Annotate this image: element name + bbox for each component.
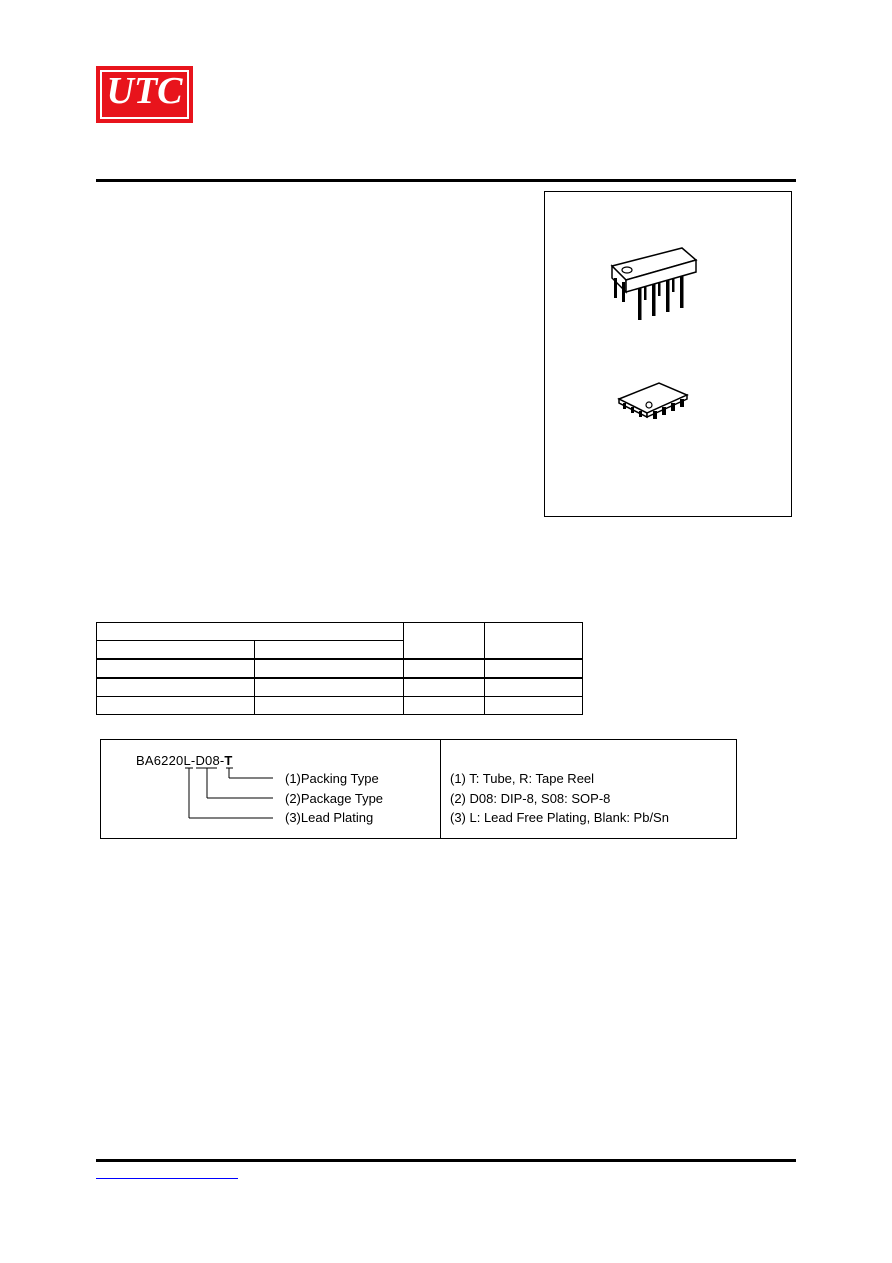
- table-cell: [255, 659, 404, 678]
- table-cell: [404, 659, 485, 678]
- table-cell: [485, 678, 583, 697]
- code-bracket-lines: [101, 740, 301, 840]
- footer-website-link[interactable]: [96, 1178, 238, 1179]
- desc-lead-plating: (3) L: Lead Free Plating, Blank: Pb/Sn: [450, 810, 669, 825]
- table-header-row: [97, 623, 583, 641]
- table-header-cell: [97, 641, 255, 660]
- table-row: [97, 697, 583, 715]
- part-separator: -: [219, 753, 225, 768]
- table-cell: [97, 697, 255, 715]
- ordering-code-box: [100, 739, 737, 839]
- package-image-box: [544, 191, 792, 517]
- table-cell: [97, 659, 255, 678]
- table-cell: [485, 697, 583, 715]
- table-header-cell: [97, 623, 404, 641]
- code-box-divider: [440, 740, 441, 838]
- table-cell: [97, 678, 255, 697]
- table-cell: [255, 697, 404, 715]
- ordering-info-table: [96, 622, 583, 715]
- desc-package-type: (2) D08: DIP-8, S08: SOP-8: [450, 791, 611, 806]
- logo-text: UTC: [106, 70, 183, 112]
- table-header-cell: [404, 623, 485, 660]
- table-row: [97, 659, 583, 678]
- utc-logo: [96, 66, 193, 123]
- header-rule: [96, 179, 796, 182]
- part-prefix: BA6220: [136, 753, 184, 768]
- table-row: [97, 678, 583, 697]
- part-package: D08: [195, 753, 220, 768]
- part-lead-plating: L: [183, 753, 191, 768]
- table-cell: [404, 697, 485, 715]
- dip-8-package-icon: [600, 242, 710, 337]
- table-cell: [404, 678, 485, 697]
- desc-packing-type: (1) T: Tube, R: Tape Reel: [450, 771, 595, 786]
- table-header-cell: [485, 623, 583, 660]
- part-separator: -: [190, 753, 196, 768]
- footer-rule: [96, 1159, 796, 1162]
- field-label-packing-type: (1)Packing Type: [285, 771, 379, 786]
- table-cell: [485, 659, 583, 678]
- field-label-package-type: (2)Package Type: [285, 791, 384, 806]
- part-packing: T: [224, 753, 233, 768]
- table-cell: [255, 678, 404, 697]
- sop-8-package-icon: [613, 377, 693, 427]
- field-label-lead-plating: (3)Lead Plating: [285, 810, 374, 825]
- table-header-cell: [255, 641, 404, 660]
